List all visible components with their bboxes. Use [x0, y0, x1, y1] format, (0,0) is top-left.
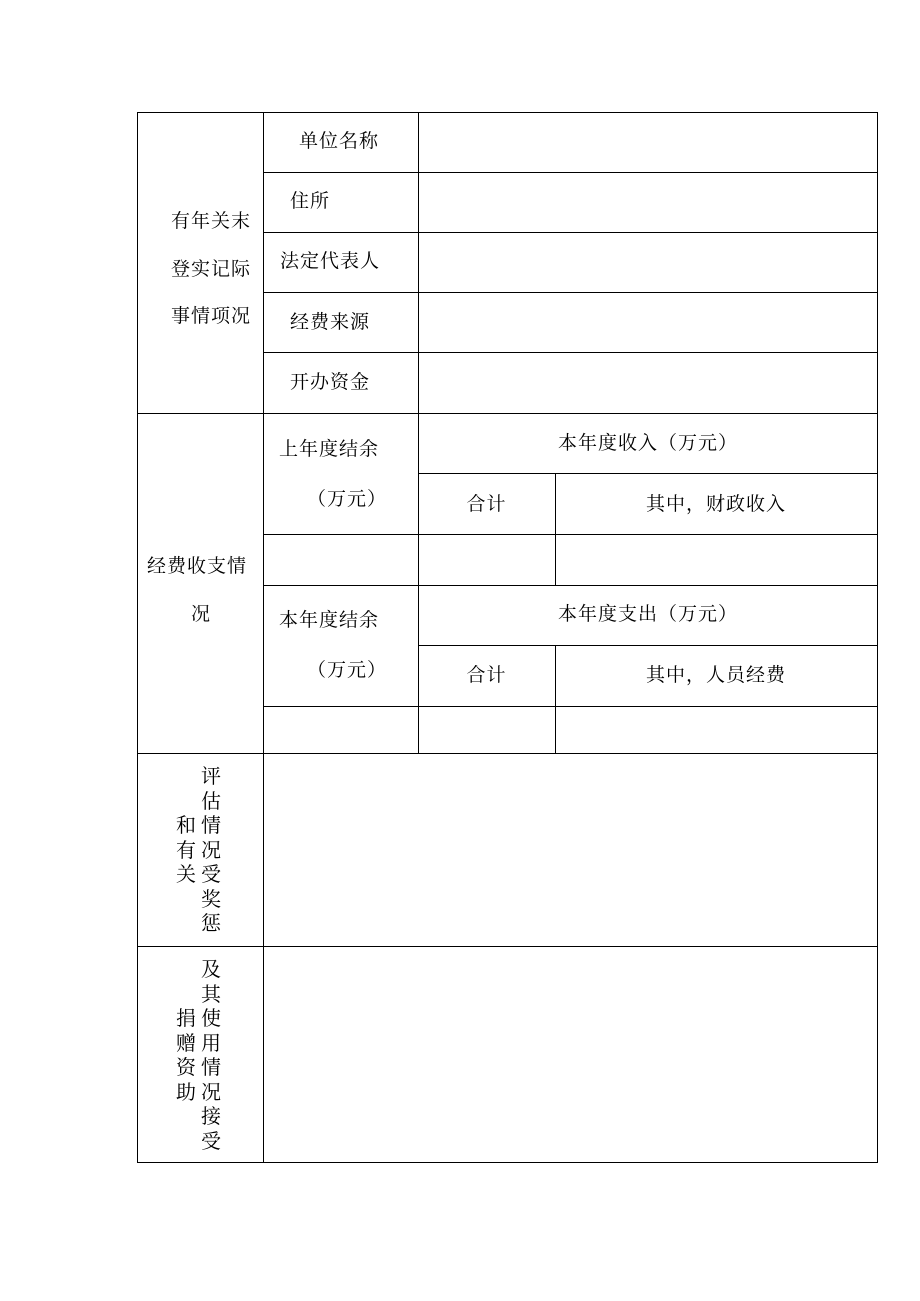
table-border-bottom — [137, 1162, 878, 1163]
section1-side-line-2: 登实记际 — [171, 258, 252, 280]
row-divider — [418, 645, 878, 646]
prev-year-balance-unit: （万元） — [307, 488, 388, 510]
section1-side-line-1: 有年关末 — [171, 210, 252, 232]
table-border-left — [137, 112, 138, 1163]
row-divider — [263, 292, 878, 293]
value-column-divider — [418, 112, 419, 754]
section2-side-line-1: 经费收支情 — [147, 555, 248, 577]
income-header: 本年度收入（万元） — [557, 432, 738, 454]
row-divider — [263, 585, 878, 586]
section4-label-right-column: 及其使用情况接受 — [201, 957, 221, 1153]
personnel-expense-value[interactable] — [560, 710, 872, 750]
field-label-legal-representative: 法定代表人 — [280, 250, 381, 272]
label-column-divider — [263, 112, 264, 1163]
income-column-divider — [555, 473, 556, 585]
address-value[interactable] — [424, 180, 870, 224]
expense-header: 本年度支出（万元） — [557, 603, 738, 625]
row-divider — [263, 172, 878, 173]
personnel-expense-label: 其中，人员经费 — [645, 664, 786, 686]
startup-capital-value[interactable] — [424, 360, 870, 406]
section-divider — [137, 413, 878, 414]
field-label-funding-source: 经费来源 — [290, 311, 371, 333]
curr-year-balance-value[interactable] — [268, 710, 413, 750]
row-divider — [263, 706, 878, 707]
section4-label-left-column: 捐赠资助 — [176, 1006, 196, 1104]
row-divider — [263, 232, 878, 233]
funding-source-value[interactable] — [424, 300, 870, 344]
section3-label-right-column: 评估情况受奖惩 — [201, 764, 221, 935]
expense-total-label: 合计 — [466, 664, 507, 686]
donations-usage-content[interactable] — [268, 951, 872, 1157]
table-border-right — [877, 112, 878, 1163]
section-divider — [137, 946, 878, 947]
curr-year-balance-label: 本年度结余 — [279, 609, 380, 631]
unit-name-value[interactable] — [424, 120, 870, 164]
section-divider — [137, 753, 878, 754]
fiscal-income-value[interactable] — [560, 539, 872, 581]
prev-year-balance-value[interactable] — [268, 539, 413, 581]
fiscal-income-label: 其中，财政收入 — [645, 493, 786, 515]
field-label-address: 住所 — [290, 190, 331, 212]
table-border-top — [137, 112, 878, 113]
section1-side-line-3: 事情项况 — [171, 305, 252, 327]
field-label-unit-name: 单位名称 — [299, 130, 380, 152]
evaluation-awards-content[interactable] — [268, 758, 872, 941]
row-divider — [263, 352, 878, 353]
income-total-label: 合计 — [466, 493, 507, 515]
curr-year-balance-unit: （万元） — [307, 659, 388, 681]
expense-total-value[interactable] — [423, 710, 551, 750]
row-divider — [263, 534, 878, 535]
legal-representative-value[interactable] — [424, 240, 870, 284]
section3-label-left-column: 和有关 — [176, 813, 196, 886]
expense-column-divider — [555, 645, 556, 754]
prev-year-balance-label: 上年度结余 — [279, 438, 380, 460]
row-divider — [418, 473, 878, 474]
section2-side-line-2: 况 — [191, 603, 212, 625]
income-total-value[interactable] — [423, 539, 551, 581]
field-label-startup-capital: 开办资金 — [290, 371, 371, 393]
